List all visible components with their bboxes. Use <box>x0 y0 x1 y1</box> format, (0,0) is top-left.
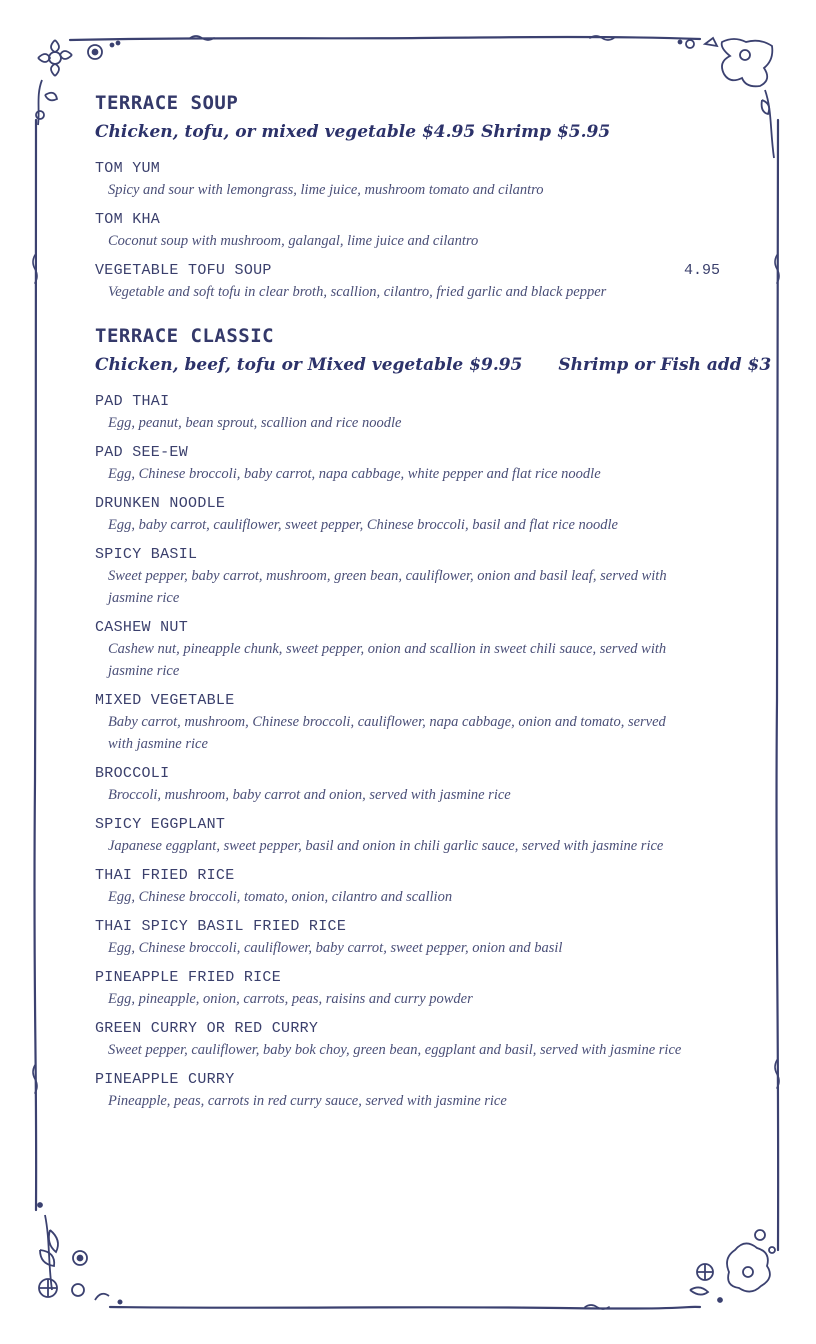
menu-item-name: PINEAPPLE FRIED RICE <box>95 969 282 986</box>
menu-item-description: Egg, baby carrot, cauliflower, sweet pepper, Chinese broccoli, basil and flat rice noodle <box>108 517 618 533</box>
menu-item <box>95 815 735 857</box>
menu-item-price: 4.95 <box>683 262 720 279</box>
section-title: TERRACE CLASSIC <box>95 325 275 347</box>
menu-item <box>95 1070 735 1112</box>
floral-corner-bottom-left <box>38 1203 122 1304</box>
menu-item <box>95 545 735 609</box>
menu-item-description: Egg, Chinese broccoli, baby carrot, napa cabbage, white pepper and flat rice noodle <box>108 466 601 482</box>
menu-item-name: PINEAPPLE CURRY <box>95 1071 235 1088</box>
pricing-note-part: Chicken, beef, tofu or Mixed vegetable $9.95 <box>95 355 523 375</box>
menu-item-description: Baby carrot, mushroom, Chinese broccoli, cauliflower, napa cabbage, onion and tomato, served with jasmine rice <box>108 714 666 752</box>
menu-item-description: Spicy and sour with lemongrass, lime juice, mushroom tomato and cilantro <box>108 182 544 198</box>
pricing-note-part: Chicken, tofu, or mixed vegetable $4.95 Shrimp $5.95 <box>95 122 611 142</box>
menu-item-description: Cashew nut, pineapple chunk, sweet pepper, onion and scallion in sweet chili sauce, served with jasmine rice <box>108 641 667 679</box>
menu-item <box>95 764 735 806</box>
menu-item <box>95 917 735 959</box>
menu-item-description: Egg, peanut, bean sprout, scallion and rice noodle <box>108 415 402 431</box>
menu-item-name: SPICY BASIL <box>95 546 198 563</box>
menu-item-name: DRUNKEN NOODLE <box>95 495 226 512</box>
menu-section <box>95 323 772 1112</box>
menu-item-name: TOM YUM <box>95 160 161 177</box>
menu-content <box>95 90 772 1132</box>
menu-item-name: PAD THAI <box>95 393 170 410</box>
menu-item-name: SPICY EGGPLANT <box>95 816 226 833</box>
menu-item-name: PAD SEE-EW <box>95 444 189 461</box>
menu-item-name: TOM KHA <box>95 211 161 228</box>
menu-item-name: GREEN CURRY OR RED CURRY <box>95 1020 319 1037</box>
menu-item-name: MIXED VEGETABLE <box>95 692 235 709</box>
menu-item-description: Egg, pineapple, onion, carrots, peas, raisins and curry powder <box>108 991 473 1007</box>
menu-item-description: Egg, Chinese broccoli, tomato, onion, cilantro and scallion <box>108 889 453 905</box>
menu-item <box>95 261 735 303</box>
menu-item <box>95 866 735 908</box>
menu-item-name: VEGETABLE TOFU SOUP <box>95 262 272 279</box>
menu-item <box>95 210 735 252</box>
menu-item-description: Coconut soup with mushroom, galangal, lime juice and cilantro <box>108 233 479 249</box>
menu-item-description: Sweet pepper, cauliflower, baby bok choy, green bean, eggplant and basil, served with jasmine rice <box>108 1042 682 1058</box>
pricing-note-part: Shrimp or Fish add $3 <box>558 355 772 375</box>
menu-item-description: Vegetable and soft tofu in clear broth, scallion, cilantro, fried garlic and black pepper <box>108 284 607 300</box>
menu-item <box>95 691 735 755</box>
menu-item-name: CASHEW NUT <box>95 619 189 636</box>
floral-corner-bottom-right <box>690 1230 775 1302</box>
menu-item <box>95 618 735 682</box>
menu-item <box>95 494 735 536</box>
menu-item-description: Sweet pepper, baby carrot, mushroom, green bean, cauliflower, onion and basil leaf, served with jasmine rice <box>108 568 667 606</box>
menu-item-name: THAI FRIED RICE <box>95 867 235 884</box>
menu-item-description: Egg, Chinese broccoli, cauliflower, baby carrot, sweet pepper, onion and basil <box>108 940 563 956</box>
section-title: TERRACE SOUP <box>95 92 239 114</box>
section-pricing-note <box>95 352 772 378</box>
menu-item-description: Pineapple, peas, carrots in red curry sauce, served with jasmine rice <box>108 1093 507 1109</box>
menu-item-name: BROCCOLI <box>95 765 170 782</box>
menu-item-description: Broccoli, mushroom, baby carrot and onion, served with jasmine rice <box>108 787 511 803</box>
menu-item-description: Japanese eggplant, sweet pepper, basil and onion in chili garlic sauce, served with jasmine rice <box>108 838 664 854</box>
menu-item <box>95 159 735 201</box>
menu-item <box>95 1019 735 1061</box>
menu-item-name: THAI SPICY BASIL FRIED RICE <box>95 918 347 935</box>
section-pricing-note <box>95 119 735 145</box>
menu-item <box>95 443 735 485</box>
menu-item <box>95 392 735 434</box>
menu-item <box>95 968 735 1010</box>
menu-section <box>95 90 735 303</box>
